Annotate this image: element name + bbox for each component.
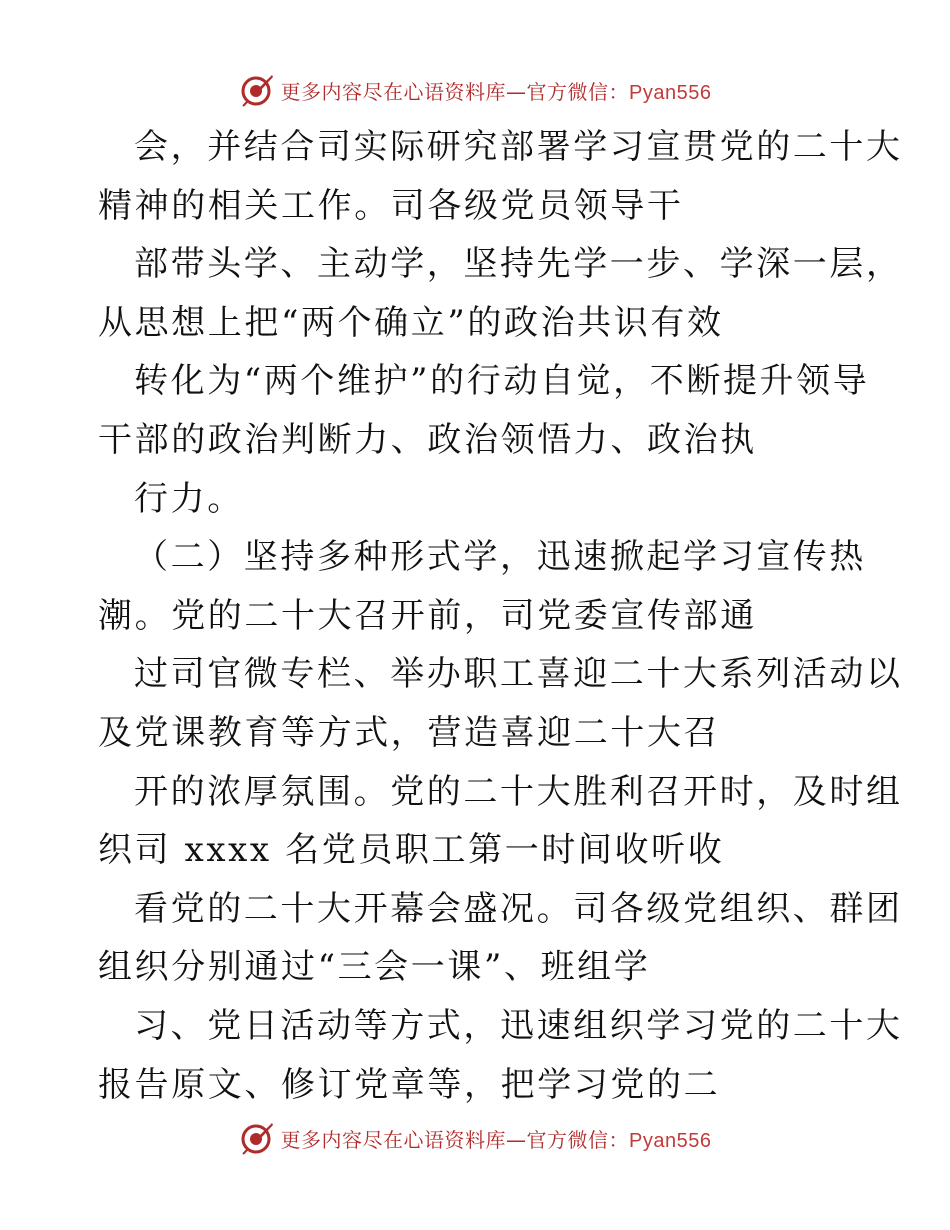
banner-site-name: 更多内容尽在心语资料库 <box>280 1127 507 1152</box>
banner-text <box>281 76 712 105</box>
text-line: 习、党日活动等方式，迅速组织学习党的二十大 <box>134 1005 903 1046</box>
text-line: 部带头学、主动学，坚持先学一步、学深一层， <box>134 244 903 285</box>
text-line: 报告原文、修订党章等，把学习党的二 <box>98 1064 721 1105</box>
header-banner <box>0 68 950 112</box>
text-line: 从思想上把“两个确立”的政治共识有效 <box>98 302 724 343</box>
document-body <box>98 118 903 1114</box>
banner-wechat-label: 官方微信： <box>526 79 630 104</box>
footer-banner <box>0 1116 950 1160</box>
text-line: 潮。党的二十大召开前，司党委宣传部通 <box>98 595 757 636</box>
quill-seal-icon <box>239 72 275 108</box>
quill-seal-icon <box>239 1120 275 1156</box>
banner-separator: — <box>506 79 527 104</box>
text-line: （二）坚持多种形式学，迅速掀起学习宣传热 <box>134 537 866 578</box>
banner-wechat-label: 官方微信： <box>526 1127 630 1152</box>
text-line: 织司 xxxx 名党员职工第一时间收听收 <box>98 830 725 871</box>
text-line: 转化为“两个维护”的行动自觉，不断提升领导 <box>134 361 870 402</box>
banner-separator: — <box>506 1127 527 1152</box>
text-line: 及党课教育等方式，营造喜迎二十大召 <box>98 712 721 753</box>
banner-site-name: 更多内容尽在心语资料库 <box>280 79 507 104</box>
text-line: 干部的政治判断力、政治领悟力、政治执 <box>98 419 757 460</box>
text-line: 开的浓厚氛围。党的二十大胜利召开时，及时组 <box>134 771 903 812</box>
text-line: 行力。 <box>134 478 244 519</box>
banner-text <box>281 1124 712 1153</box>
text-line: 过司官微专栏、举办职工喜迎二十大系列活动以 <box>134 654 903 695</box>
text-line: 组织分别通过“三会一课”、班组学 <box>98 947 651 988</box>
text-line: 精神的相关工作。司各级党员领导干 <box>98 185 684 226</box>
text-line: 看党的二十大开幕会盛况。司各级党组织、群团 <box>134 888 903 929</box>
banner-wechat-handle: Pyan556 <box>629 81 712 104</box>
text-line: 会，并结合司实际研究部署学习宣贯党的二十大 <box>134 127 903 167</box>
banner-wechat-handle: Pyan556 <box>629 1129 712 1152</box>
